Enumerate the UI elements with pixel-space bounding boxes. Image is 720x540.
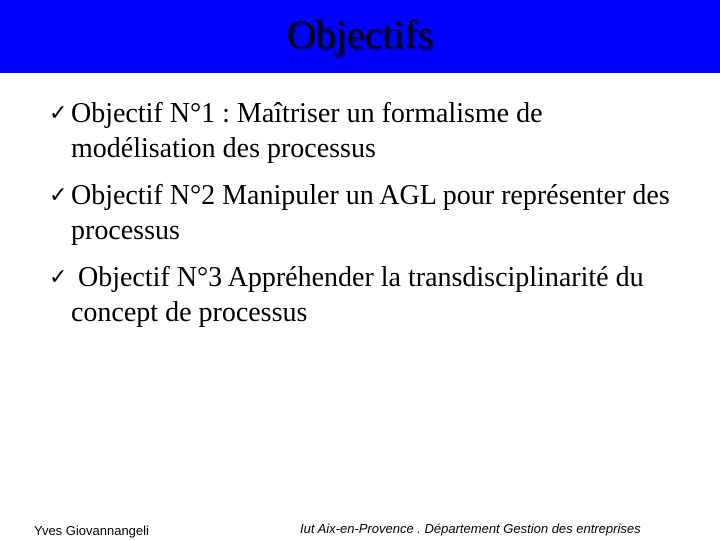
objective-item-3 — [49, 260, 692, 330]
check-icon: ✓ — [49, 101, 68, 126]
footer-institution: Iut Aix-en-Provence . Département Gestion des entreprises — [300, 521, 641, 536]
objective-text: Objectif N°1 : Maîtriser un formalisme de modélisation des processus — [71, 98, 543, 164]
title-bar — [0, 0, 720, 73]
objective-text: Objectif N°2 Manipuler un AGL pour représenter des processus — [71, 180, 670, 246]
objective-item-2 — [49, 178, 692, 248]
objective-item-1 — [49, 96, 692, 166]
slide-title: Objectifs — [286, 11, 434, 57]
check-icon: ✓ — [49, 265, 68, 290]
objective-text: Objectif N°3 Appréhender la transdisciplinarité du concept de processus — [71, 262, 651, 328]
check-icon: ✓ — [49, 183, 68, 208]
footer-author: Yves Giovannangeli — [34, 523, 149, 538]
objectives-list — [49, 96, 692, 342]
